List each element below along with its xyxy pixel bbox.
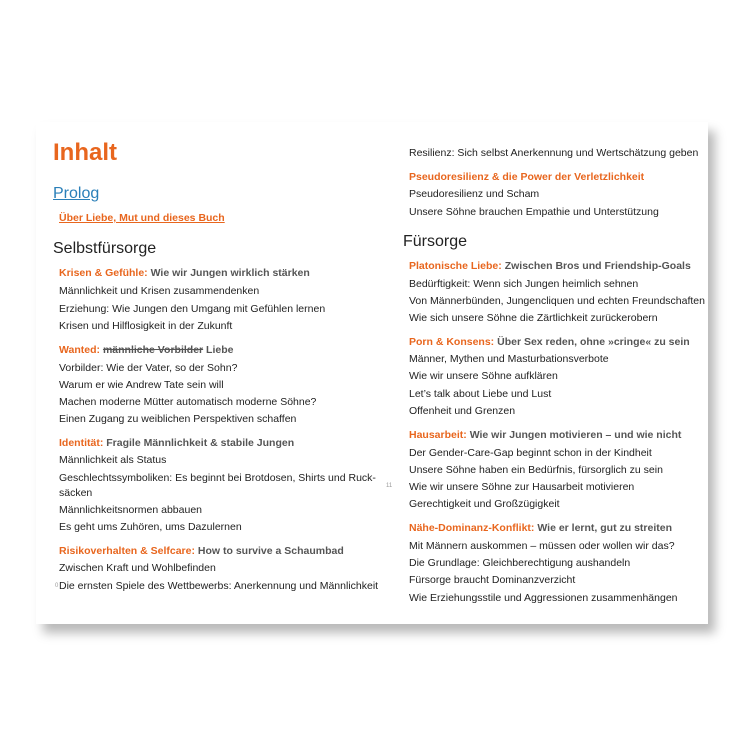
section-title-rest: Wie wir Jungen wirklich stärken: [150, 267, 310, 279]
section-title-rest: Wie er lernt, gut zu streiten: [537, 522, 673, 534]
toc-line[interactable]: Geschlechtssymboliken: Es beginnt bei Brotdosen, Shirts und Ruck-: [59, 472, 376, 484]
section-title[interactable]: [409, 336, 690, 348]
toc-line[interactable]: Resilienz: Sich selbst Anerkennung und Wertschätzung geben: [409, 147, 699, 159]
toc-line[interactable]: Einen Zugang zu weiblichen Perspektiven schaffen: [59, 413, 297, 425]
section-title-rest: How to survive a Schaumbad: [197, 545, 344, 557]
toc-line[interactable]: Krisen und Hilflosigkeit in der Zukunft: [59, 320, 233, 332]
section-title[interactable]: [409, 522, 672, 534]
section-title-rest: Fragile Männlichkeit & stabile Jungen: [106, 437, 295, 449]
toc-line[interactable]: Von Männerbünden, Jungencliquen und echten Freundschaften: [409, 295, 705, 307]
part-heading-selbstfuersorge: Selbstfürsorge: [53, 240, 157, 257]
toc-line[interactable]: Offenheit und Grenzen: [409, 405, 516, 417]
toc-line[interactable]: Wie wir unsere Söhne aufklären: [409, 370, 558, 382]
toc-line[interactable]: Vorbilder: Wie der Vater, so der Sohn?: [59, 362, 238, 374]
toc-line[interactable]: Der Gender-Care-Gap beginnt schon in der Kindheit: [409, 447, 652, 459]
section-title-accent: Nähe-Dominanz-Konflikt:: [409, 522, 535, 534]
toc-line[interactable]: Unsere Söhne haben ein Bedürfnis, fürsorglich zu sein: [409, 464, 663, 476]
prolog-item[interactable]: Über Liebe, Mut und dieses Buch: [59, 212, 225, 224]
section-title-rest: Über Sex reden, ohne »cringe« zu sein: [497, 336, 690, 348]
section-title[interactable]: [409, 171, 644, 183]
section-title-rest: Wie wir Jungen motivieren – und wie nicht: [469, 429, 682, 441]
toc-line[interactable]: Gerechtigkeit und Großzügigkeit: [409, 498, 560, 510]
toc-line[interactable]: Pseudoresilienz und Scham: [409, 188, 540, 200]
toc-line[interactable]: Männer, Mythen und Masturbationsverbote: [409, 353, 609, 365]
part-heading-fuersorge: Fürsorge: [403, 233, 468, 250]
toc-line[interactable]: Die Grundlage: Gleichberechtigung aushandeln: [409, 557, 631, 569]
prolog-heading[interactable]: Prolog: [53, 185, 100, 202]
toc-line[interactable]: Männlichkeit und Krisen zusammendenken: [59, 285, 260, 297]
toc-line[interactable]: Die ernsten Spiele des Wettbewerbs: Anerkennung und Männlichkeit: [59, 580, 379, 592]
toc-line[interactable]: Let’s talk about Liebe und Lust: [409, 388, 552, 400]
section-title[interactable]: [59, 267, 310, 279]
section-title[interactable]: [409, 260, 691, 272]
section-title[interactable]: [409, 429, 681, 441]
toc-line[interactable]: Mit Männern auskommen – müssen oder wollen wir das?: [409, 540, 675, 552]
toc-line[interactable]: Bedürftigkeit: Wenn sich Jungen heimlich sehnen: [409, 278, 639, 290]
section-title-accent: Identität:: [59, 437, 104, 449]
toc-line[interactable]: Wie Erziehungsstile und Aggressionen zusammenhängen: [409, 592, 678, 604]
section-title-accent: Krisen & Gefühle:: [59, 267, 148, 279]
section-title[interactable]: [59, 437, 294, 449]
toc-line[interactable]: säcken: [59, 487, 93, 499]
toc-line[interactable]: Männlichkeitsnormen abbauen: [59, 504, 203, 516]
section-title-accent: Hausarbeit:: [409, 429, 467, 441]
section-title-accent: Porn & Konsens:: [409, 336, 495, 348]
section-title[interactable]: [59, 545, 344, 557]
toc-line[interactable]: Warum er wie Andrew Tate sein will: [59, 379, 224, 391]
toc-line[interactable]: Wie wir unsere Söhne zur Hausarbeit motivieren: [409, 481, 635, 493]
section-title-struck: männliche Vorbilder: [102, 344, 204, 356]
toc-line[interactable]: Wie sich unsere Söhne die Zärtlichkeit zurückerobern: [409, 312, 658, 324]
section-title-accent: Wanted:: [59, 344, 101, 356]
section-title-accent: Risikoverhalten & Selfcare:: [59, 545, 195, 557]
toc-line[interactable]: Männlichkeit als Status: [59, 454, 167, 466]
page-number-right: 11: [386, 483, 393, 489]
toc-line[interactable]: Zwischen Kraft und Wohlbefinden: [59, 562, 216, 574]
section-title-accent: Platonische Liebe:: [409, 260, 502, 272]
section-title[interactable]: [59, 344, 233, 356]
toc-line[interactable]: Es geht ums Zuhören, ums Dazulernen: [59, 521, 242, 533]
section-title-rest: Liebe: [206, 344, 234, 356]
toc-line[interactable]: Erziehung: Wie Jungen den Umgang mit Gefühlen lernen: [59, 303, 326, 315]
section-title-accent: Pseudoresilienz & die Power der Verletzlichkeit: [409, 171, 645, 183]
toc-line[interactable]: Fürsorge braucht Dominanzverzicht: [409, 574, 576, 586]
section-title-rest: Zwischen Bros und Friendship-Goals: [504, 260, 691, 272]
toc-line[interactable]: Machen moderne Mütter automatisch moderne Söhne?: [59, 396, 317, 408]
toc-title: Inhalt: [53, 139, 117, 166]
book-spread: [36, 122, 708, 624]
page-number-left: 0: [55, 583, 59, 589]
toc-line[interactable]: Unsere Söhne brauchen Empathie und Unterstützung: [409, 206, 659, 218]
